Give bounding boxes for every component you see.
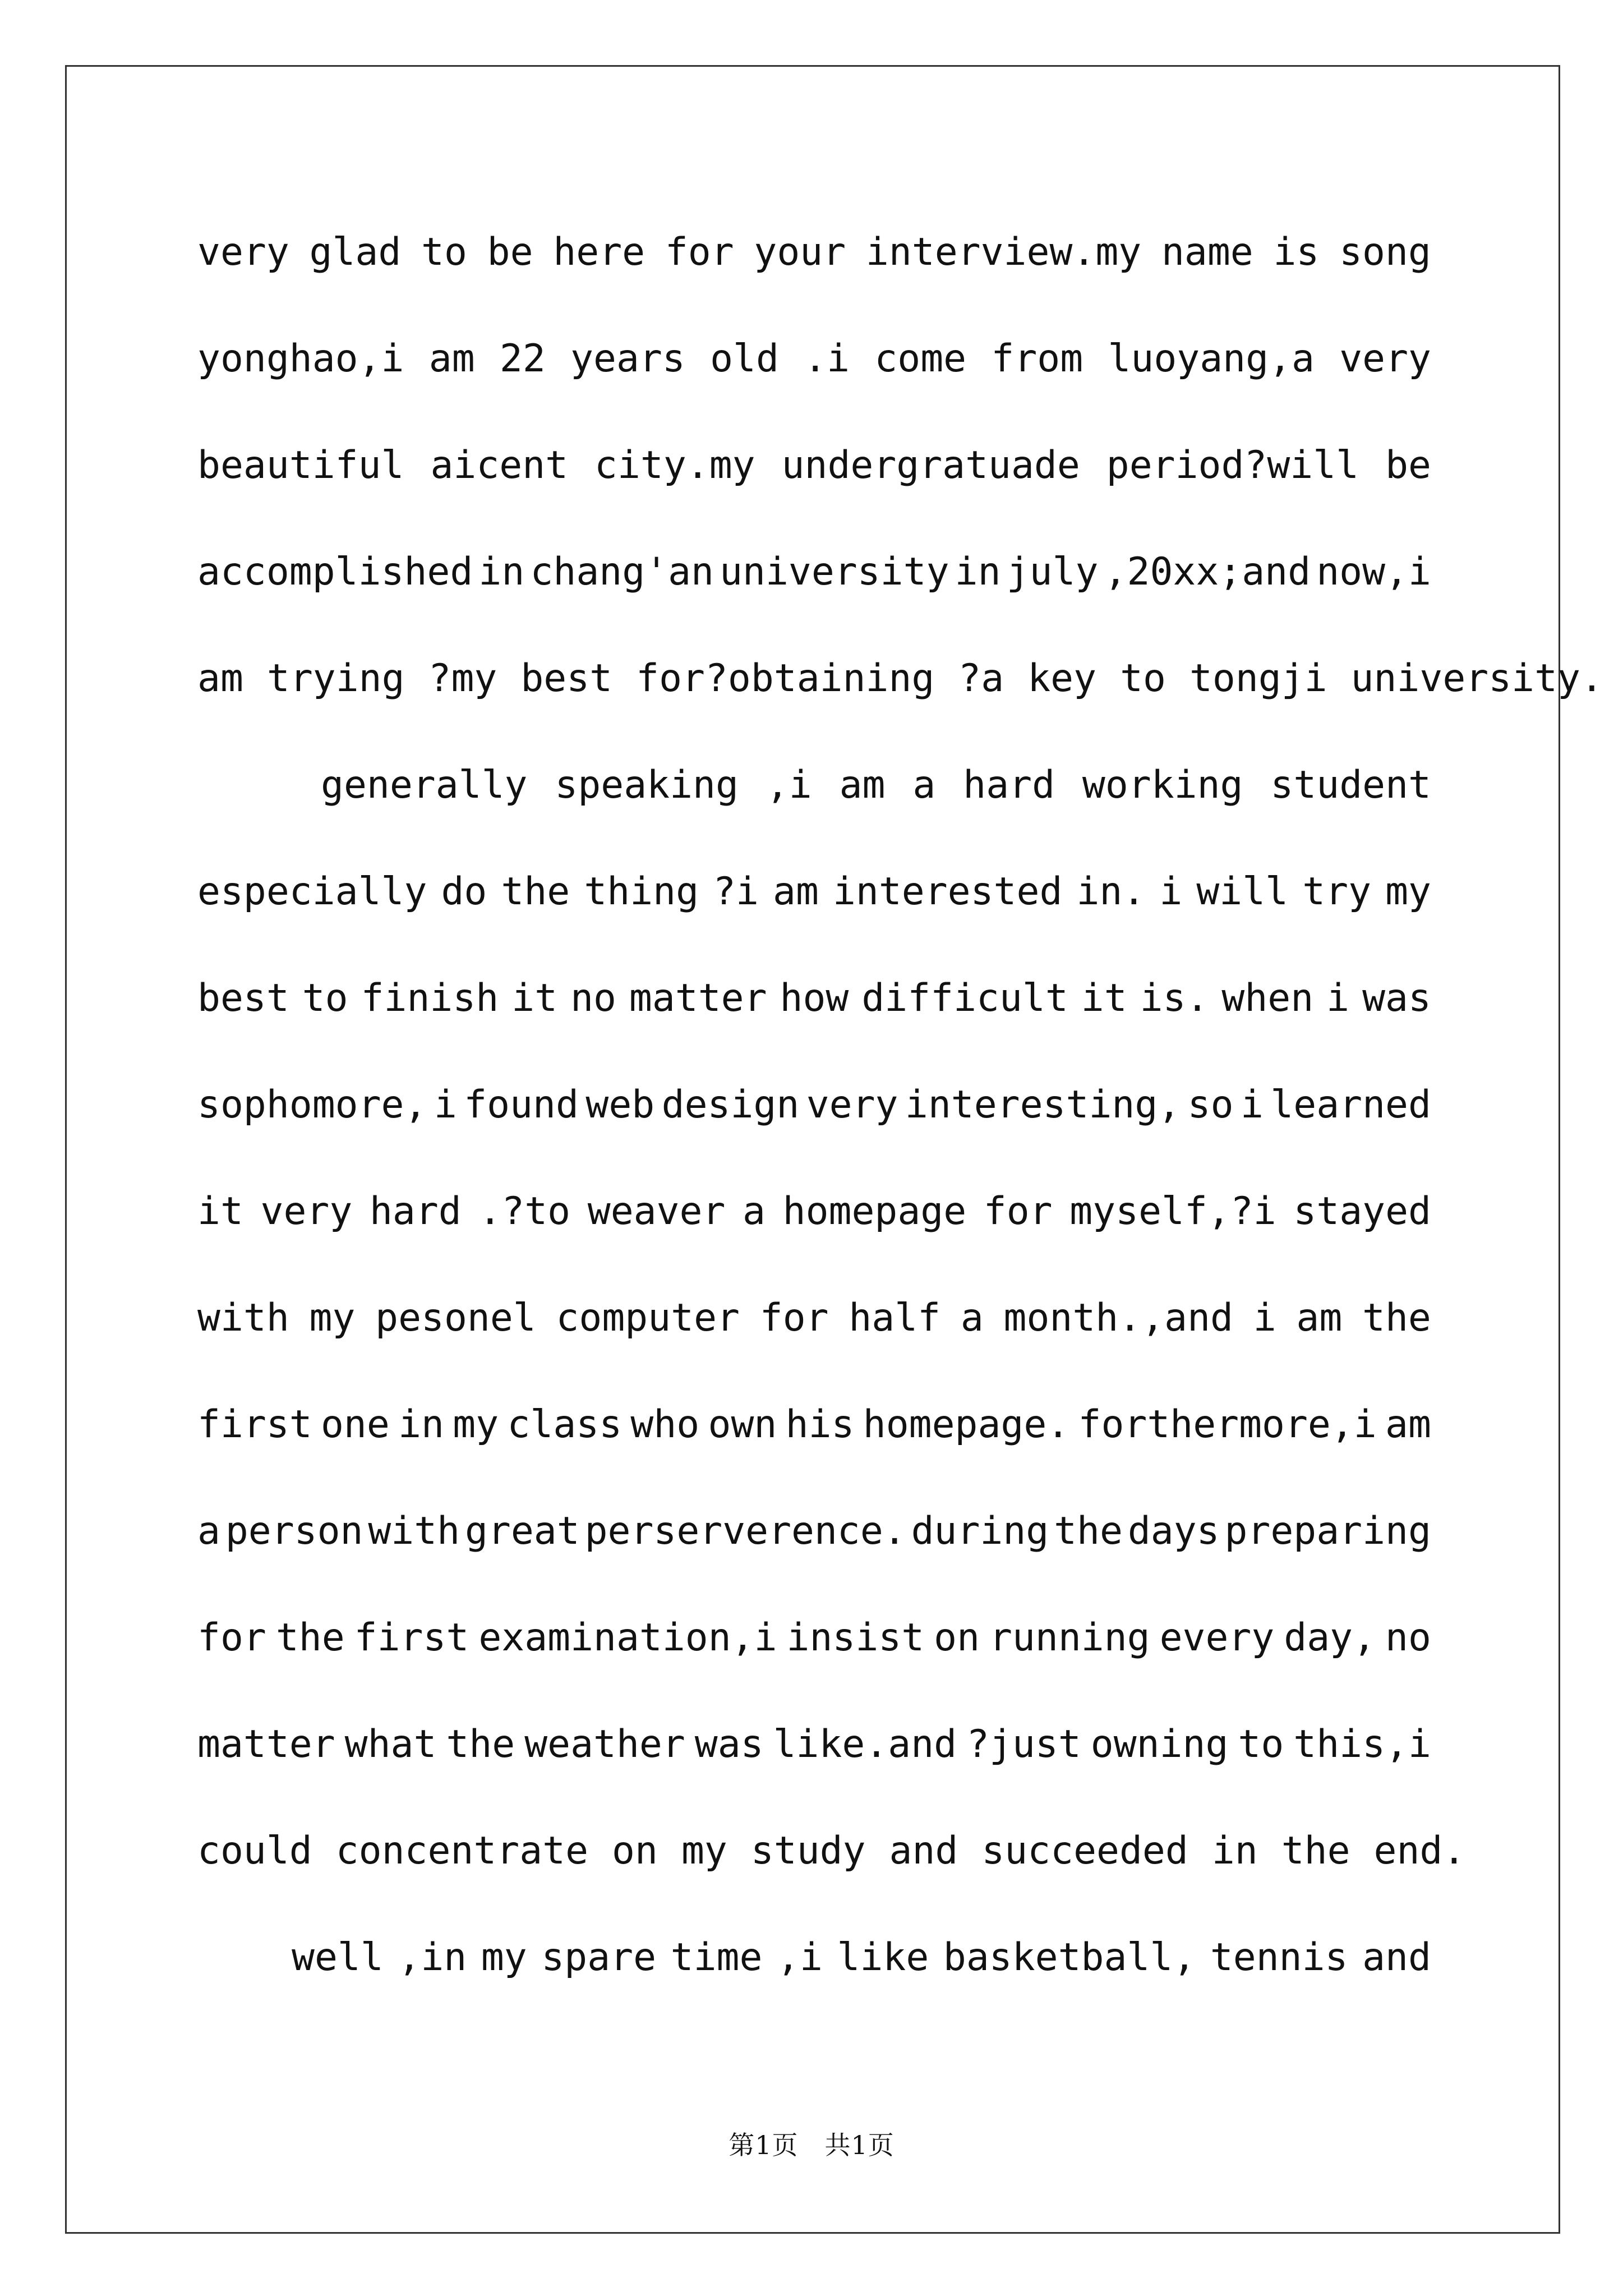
word: name [1161,230,1253,274]
word: perserverence. [584,1509,906,1553]
word: the [1054,1509,1123,1553]
word: first [354,1616,469,1660]
word: thing [584,869,699,914]
word: in. [1076,869,1146,914]
text-line [197,1077,1431,1133]
text-line [197,1717,1431,1773]
word: finish [361,976,499,1020]
word: for [197,1616,266,1660]
word: ?my [428,656,497,701]
word: and [889,1829,958,1873]
word: to [302,976,348,1020]
word: period?will [1106,443,1359,487]
word: very [197,230,289,274]
word: basketball, [943,1935,1196,1980]
word: forthermore,i [1078,1402,1377,1447]
word: first [197,1402,312,1447]
word: design [661,1083,800,1127]
word: every [1159,1616,1275,1660]
word: ?just [966,1722,1081,1766]
word: trying [266,656,405,701]
word: a [743,1189,766,1234]
word: am [1385,1402,1431,1447]
word: old [710,337,779,381]
word: the [1362,1296,1431,1340]
word: key [1027,656,1097,701]
text-line [197,1503,1431,1559]
page-footer: 第1页 共1页 [728,2130,895,2160]
word: his [785,1402,855,1447]
word: what [344,1722,437,1766]
word: very [1339,337,1431,381]
word: university. [1350,656,1603,701]
word: homepage [782,1189,967,1234]
word: ,in [398,1935,467,1980]
word: web [585,1083,655,1127]
word: luoyang,a [1108,337,1315,381]
word: will [1196,869,1289,914]
word: day, [1284,1616,1376,1660]
word: come [874,337,967,381]
word: is. [1140,976,1209,1020]
word: the [446,1722,515,1766]
word: my [481,1935,527,1980]
word: interview.my [865,230,1142,274]
word: interested [832,869,1063,914]
word: how [780,976,849,1020]
word: do [441,869,487,914]
word: hard [369,1189,462,1234]
word: my [1385,869,1431,914]
word: be [487,230,533,274]
word: one [320,1402,390,1447]
word: was [1362,976,1431,1020]
word: very [806,1083,898,1127]
word: yonghao,i [197,337,404,381]
word: is [1273,230,1320,274]
word: difficult [861,976,1068,1020]
text-line [197,651,1603,707]
text-line [197,544,1431,600]
word: beautiful [197,443,404,487]
word: 22 [499,337,546,381]
text-line [197,1610,1431,1666]
word: study [750,1829,866,1873]
text-line [197,438,1431,494]
word: time [670,1935,763,1980]
word: .i [804,337,850,381]
word: very [260,1189,353,1234]
word: like [837,1935,929,1980]
word: ,i [766,763,812,807]
word: days [1127,1509,1220,1553]
word: in [478,550,525,594]
word: .?to [478,1189,571,1234]
word: ,20xx;and [1104,550,1311,594]
word: am [839,763,886,807]
word: myself,?i [1069,1189,1276,1234]
word: like.and [773,1722,957,1766]
word: i [1159,869,1183,914]
word: person [225,1509,363,1553]
word: am [197,656,243,701]
word: the [501,869,570,914]
word: speaking [555,763,739,807]
word: so [1187,1083,1234,1127]
word: city.my [594,443,755,487]
word: best [520,656,613,701]
page-border [65,65,1560,2234]
word: a [960,1296,984,1340]
word: university [720,550,949,594]
word: during [911,1509,1049,1553]
word: it [1081,976,1127,1020]
word: in [955,550,1001,594]
word: best [197,976,289,1020]
word: own [708,1402,777,1447]
word: undergratuade [781,443,1080,487]
word: it [511,976,558,1020]
word: now,i [1316,550,1431,594]
word: on [612,1829,658,1873]
text-line [197,1184,1431,1240]
word: homepage. [863,1402,1070,1447]
word: on [934,1616,980,1660]
word: student [1270,763,1431,807]
text-line [197,224,1431,280]
word: ?a [958,656,1004,701]
word: pesonel [375,1296,536,1340]
word: accomplished [197,550,473,594]
word: with [368,1509,460,1553]
word: owning [1090,1722,1229,1766]
word: my [681,1829,727,1873]
word: stayed [1293,1189,1431,1234]
word: glad [309,230,402,274]
word: years [570,337,685,381]
word: who [630,1402,700,1447]
word: the [275,1616,345,1660]
word: a [912,763,936,807]
text-line [197,864,1431,920]
word: in [398,1402,444,1447]
word: aicent [430,443,569,487]
word: this,i [1293,1722,1431,1766]
text-line [197,1290,1431,1346]
word: great [464,1509,580,1553]
word: tongji [1189,656,1327,701]
word: no [1385,1616,1431,1660]
word: am [1296,1296,1343,1340]
word: weather [524,1722,685,1766]
word: half [849,1296,941,1340]
text-line [292,1930,1431,1986]
word: ,i [777,1935,823,1980]
word: end. [1373,1829,1466,1873]
word: my [309,1296,356,1340]
word: for?obtaining [636,656,935,701]
word: weaver [587,1189,726,1234]
text-line [197,1823,1466,1879]
word: chang'an [530,550,714,594]
word: here [553,230,645,274]
word: computer [556,1296,740,1340]
word: spare [541,1935,657,1980]
word: in [1211,1829,1258,1873]
word: running [989,1616,1150,1660]
word: insist [786,1616,925,1660]
text-line [197,331,1431,387]
word: try [1302,869,1372,914]
word: for [983,1189,1053,1234]
word: interesting, [905,1083,1181,1127]
word: and [1362,1935,1431,1980]
word: hard [963,763,1055,807]
word: when [1221,976,1314,1020]
text-line [197,1397,1431,1453]
word: am [428,337,475,381]
word: the [1281,1829,1350,1873]
word: succeeded [981,1829,1188,1873]
word: i [434,1083,457,1127]
word: especially [197,869,427,914]
text-line [197,970,1431,1027]
word: a [197,1509,220,1553]
word: i [1326,976,1350,1020]
word: concentrate [335,1829,589,1873]
word: examination,i [478,1616,777,1660]
word: your [754,230,846,274]
word: matter [197,1722,335,1766]
word: to [1120,656,1166,701]
word: matter [629,976,767,1020]
word: tennis [1210,1935,1348,1980]
word: with [197,1296,289,1340]
word: i [1240,1083,1264,1127]
word: song [1339,230,1431,274]
word: well [292,1935,384,1980]
text-line [321,757,1431,813]
word: working [1082,763,1243,807]
word: for [759,1296,829,1340]
word: month.,and [1003,1296,1233,1340]
word: preparing [1224,1509,1431,1553]
word: generally [321,763,528,807]
word: ?i [713,869,759,914]
word: found [464,1083,579,1127]
word: from [991,337,1083,381]
word: i [1253,1296,1276,1340]
word: sophomore, [197,1083,427,1127]
word: it [197,1189,243,1234]
word: be [1385,443,1431,487]
word: was [694,1722,764,1766]
word: july [1006,550,1099,594]
word: learned [1270,1083,1431,1127]
word: am [773,869,819,914]
word: my [453,1402,499,1447]
word: to [1238,1722,1284,1766]
word: class [507,1402,623,1447]
word: for [665,230,734,274]
word: to [421,230,467,274]
word: no [570,976,616,1020]
word: could [197,1829,312,1873]
